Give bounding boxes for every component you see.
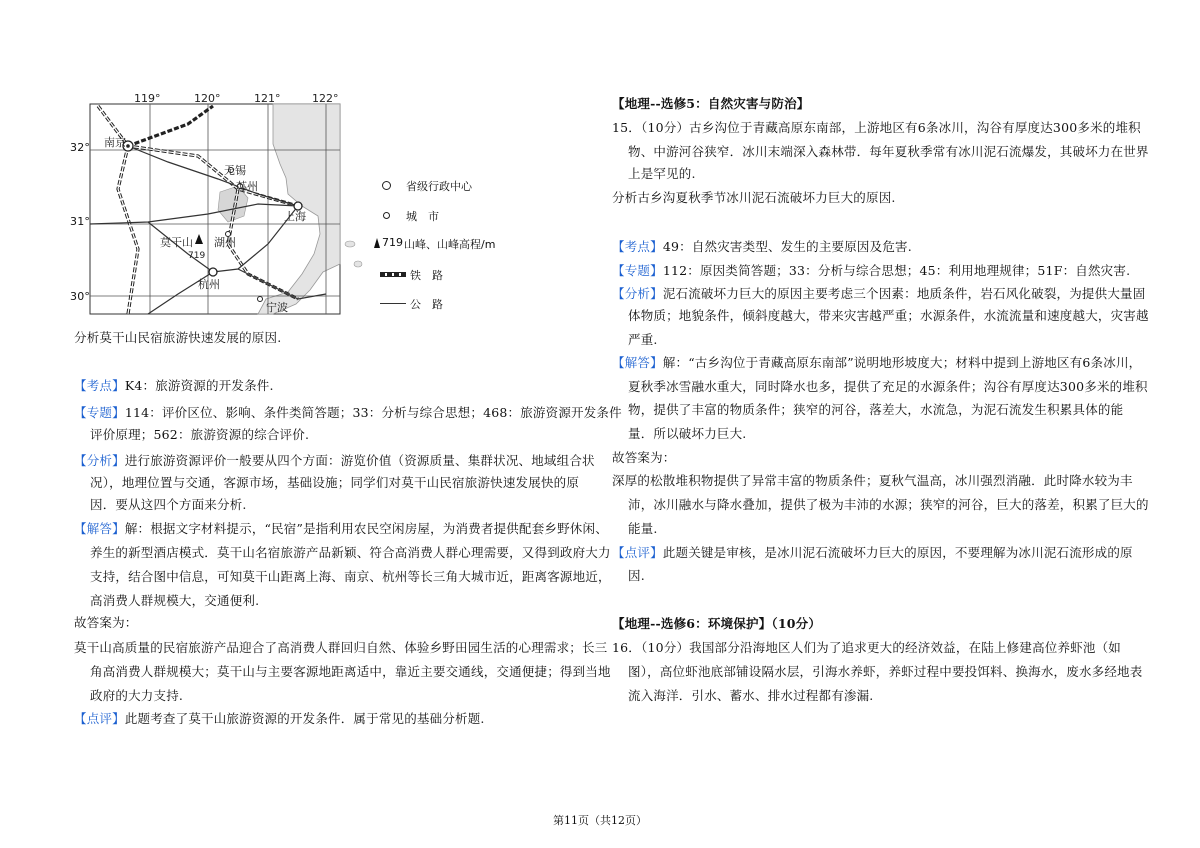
answer-line: 政府的大力支持.: [90, 688, 184, 703]
answer-line: 莫干山高质量的民宿旅游产品迎合了高消费人群回归自然、体验乡野田园生活的心理需求；长三: [74, 640, 608, 655]
answer-line: 深厚的松散堆积物提供了异常丰富的物质条件；夏秋气温高，冰川强烈消融．此时降水较为丰: [612, 473, 1133, 488]
fenxi-row: 【分析】进行旅游资源评价一般要从四个方面：游览价值（资源质量、集群状况、地域组合状: [74, 453, 595, 468]
place-shanghai: 上海: [284, 210, 306, 223]
page-footer: 第11页（共12页）: [553, 814, 647, 827]
island: [354, 261, 362, 267]
kaodian-row: 【考点】K4：旅游资源的开发条件.: [74, 378, 274, 393]
lat-label: 30°: [70, 290, 91, 303]
lon-label: 119°: [134, 94, 161, 105]
fenxi-tag: 【分析】: [74, 453, 125, 468]
q15-line: 15．（10分）古乡沟位于青藏高原东南部，上游地区有6条冰川，沟谷有厚度达300多米的堆积: [612, 120, 1141, 135]
capital-icon: [382, 181, 391, 190]
fenxi-line: 体物质；地貌条件，倾斜度越大，带来灾害越严重；水源条件，水流流量和速度越大，灾害越: [628, 308, 1149, 323]
hangzhou-marker: [209, 268, 217, 276]
fenxi-line: 因．要从这四个方面来分析.: [90, 497, 247, 512]
fenxi-row: 【分析】泥石流破坏力巨大的原因主要考虑三个因素：地质条件，岩石风化破裂，为提供大量固: [612, 286, 1146, 301]
place-nanjing: 南京: [104, 136, 126, 149]
zhuanti-row: 【专题】112：原因类简答题；33：分析与综合思想；45：利用地理规律；51F：自然灾害.: [612, 263, 1131, 278]
zhuanti-tag: 【专题】: [612, 263, 663, 278]
lat-label: 32°: [70, 141, 91, 154]
zhuanti-row: 【专题】114：评价区位、影响、条件类简答题；33：分析与综合思想；468：旅游资源开发条件: [74, 405, 622, 420]
q16-line: 流入海洋．引水、蓄水、排水过程都有渗漏.: [628, 688, 874, 703]
jieda-tag: 【解答】: [612, 355, 663, 370]
place-suzhou: 苏州: [236, 180, 258, 193]
legend-city: 城 市: [380, 208, 540, 224]
dianping-tag: 【点评】: [74, 711, 125, 726]
q15-ask: 分析古乡沟夏秋季节冰川泥石流破坏力巨大的原因.: [612, 190, 896, 205]
fenxi-line: 况），地理位置与交通，客源市场，基础设施；同学们对莫干山民宿旅游快速发展快的原: [90, 475, 580, 490]
jieda-row: 【解答】解：“古乡沟位于青藏高原东南部”说明地形坡度大；材料中提到上游地区有6条冰川，: [612, 355, 1142, 370]
q15-line: 物、中游河谷狭窄．冰川末端深入森林带．每年夏秋季常有冰川泥石流爆发，其破坏力在世界: [628, 144, 1149, 159]
ningbo-marker: [258, 297, 263, 302]
jieda-line: 物，提供了丰富的物质条件；狭窄的河谷，落差大，水流急，为泥石流发生积累具体的能: [628, 402, 1124, 417]
yangtze-delta-map: [88, 94, 378, 324]
jieda-tag: 【解答】: [74, 521, 125, 536]
city-icon: [383, 212, 390, 219]
dianping-tag: 【点评】: [612, 545, 663, 560]
dianping-row: 【点评】此题关键是审核，是冰川泥石流破坏力巨大的原因，不要理解为冰川泥石流形成的原: [612, 545, 1133, 560]
dianping-row: 【点评】此题考查了莫干山旅游资源的开发条件．属于常见的基础分析题.: [74, 711, 485, 726]
peak-elevation: 719: [188, 251, 206, 261]
shanghai-marker: [294, 202, 302, 210]
jieda-line: 养生的新型酒店模式．莫干山名宿旅游产品新颖、符合高消费人群心理需要，又得到政府大力: [90, 545, 611, 560]
answer-line: 沛，冰川融水与降水叠加，提供了极为丰沛的水源；狭窄的河谷，巨大的落差，积累了巨大的: [628, 497, 1149, 512]
island: [345, 241, 355, 247]
q16-line: 16．（10分）我国部分沿海地区人们为了追求更大的经济效益，在陆上修建高位养虾池（如: [612, 640, 1121, 655]
answer-label: 故答案为：: [74, 615, 138, 630]
answer-line: 能量.: [628, 521, 658, 536]
lat-label: 31°: [70, 215, 91, 228]
legend-peak: 719 山峰、山峰高程/m: [374, 236, 554, 252]
legend-highway: 公 路: [380, 296, 540, 312]
lon-label: 122°: [312, 94, 339, 105]
jieda-line: 夏秋季冰雪融水重大，同时降水也多，提供了充足的水源条件；沟谷有厚度达300多米的堆积: [628, 379, 1148, 394]
jieda-line: 量．所以破坏力巨大.: [628, 426, 747, 441]
dianping-line: 因.: [628, 568, 645, 583]
fenxi-tag: 【分析】: [612, 286, 663, 301]
zhuanti-line: 评价原理；562：旅游资源的综合评价.: [90, 427, 310, 442]
jieda-line: 高消费人群规模大，交通便利.: [90, 593, 260, 608]
question-text: 分析莫干山民宿旅游快速发展的原因.: [74, 330, 282, 345]
answer-label: 故答案为：: [612, 450, 676, 465]
section-5-heading: 【地理--选修5：自然灾害与防治】: [612, 96, 810, 111]
legend-capital: 省级行政中心: [380, 178, 540, 194]
peak-icon: [374, 238, 380, 248]
place-moganshan: 莫干山: [160, 236, 193, 249]
legend-railway: 铁 路: [380, 267, 540, 283]
place-wuxi: 无锡: [224, 164, 246, 177]
kaodian-tag: 【考点】: [612, 239, 663, 254]
q15-line: 上是罕见的.: [628, 166, 696, 181]
answer-line: 角高消费人群规模大；莫干山与主要客源地距离适中，靠近主要交通线，交通便捷；得到当地: [90, 664, 611, 679]
zhuanti-tag: 【专题】: [74, 405, 125, 420]
place-hangzhou: 杭州: [198, 278, 220, 291]
kaodian-row: 【考点】49：自然灾害类型、发生的主要原因及危害.: [612, 239, 912, 254]
highway-icon: [380, 303, 406, 304]
kaodian-tag: 【考点】: [74, 378, 125, 393]
jieda-line: 支持，结合图中信息，可知莫干山距离上海、南京、杭州等长三角大城市近，距离客源地近，: [90, 569, 611, 584]
section-6-heading: 【地理--选修6：环境保护】（10分）: [612, 616, 822, 631]
fenxi-line: 严重.: [628, 332, 658, 347]
q16-line: 图），高位虾池底部铺设隔水层，引海水养虾，养虾过程中要投饵料、换海水，废水多经地表: [628, 664, 1143, 679]
jieda-row: 【解答】解：根据文字材料提示，“民宿”是指利用农民空闲房屋，为消费者提供配套乡野休闲、: [74, 521, 608, 536]
lon-label: 120°: [194, 94, 221, 105]
railway-icon: [380, 272, 406, 277]
lon-label: 121°: [254, 94, 281, 105]
place-ningbo: 宁波: [266, 301, 288, 314]
place-huzhou: 湖州: [214, 236, 236, 249]
